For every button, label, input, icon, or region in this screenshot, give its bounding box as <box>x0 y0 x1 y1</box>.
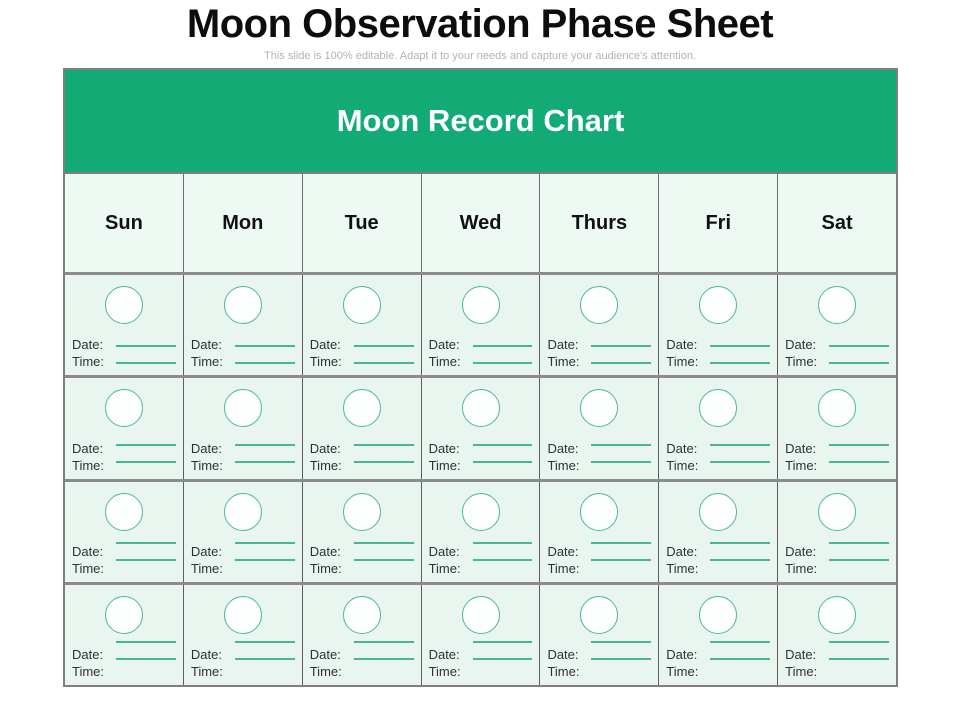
weekday-label: Sun <box>105 211 143 234</box>
moon-phase-circle <box>462 596 500 634</box>
time-row <box>547 352 653 369</box>
time-label: Time: <box>785 664 818 679</box>
date-time-block <box>72 335 178 369</box>
time-label: Time: <box>309 457 342 473</box>
date-fill-line <box>354 641 414 643</box>
date-row <box>310 335 416 352</box>
date-row <box>191 542 297 559</box>
time-fill-line <box>473 362 533 364</box>
time-label: Time: <box>72 560 105 576</box>
moon-phase-circle <box>462 286 500 324</box>
date-label: Date: <box>190 647 222 662</box>
time-label: Time: <box>428 457 461 473</box>
page-title: Moon Observation Phase Sheet <box>186 2 774 46</box>
time-row <box>547 456 653 473</box>
chart-title: Moon Record Chart <box>336 103 625 138</box>
moon-phase-circle <box>580 493 618 531</box>
observation-cell <box>659 275 778 375</box>
date-row <box>666 335 772 352</box>
date-row <box>547 335 653 352</box>
time-row <box>310 662 416 679</box>
date-fill-line <box>591 345 651 347</box>
date-label: Date: <box>547 337 579 353</box>
date-fill-line <box>354 444 414 446</box>
time-label: Time: <box>547 354 580 370</box>
time-row <box>72 352 178 369</box>
weekday-header-tue <box>303 174 422 272</box>
time-row <box>666 352 772 369</box>
time-label: Time: <box>666 457 699 473</box>
date-fill-line <box>235 444 295 446</box>
date-label: Date: <box>666 337 698 353</box>
date-fill-line <box>829 345 889 347</box>
date-fill-line <box>235 345 295 347</box>
moon-phase-circle <box>818 493 856 531</box>
time-row <box>191 662 297 679</box>
date-row <box>547 542 653 559</box>
date-time-block <box>310 542 416 576</box>
date-fill-line <box>116 444 176 446</box>
date-time-block <box>72 645 178 679</box>
date-row <box>191 335 297 352</box>
time-label: Time: <box>428 354 461 370</box>
date-row <box>72 335 178 352</box>
moon-phase-circle <box>580 286 618 324</box>
time-label: Time: <box>72 457 105 473</box>
date-time-block <box>191 645 297 679</box>
date-time-block <box>785 439 891 473</box>
time-fill-line <box>710 658 770 660</box>
time-fill-line <box>116 559 176 561</box>
date-time-block <box>191 335 297 369</box>
time-label: Time: <box>785 457 818 473</box>
observation-cell <box>659 585 778 685</box>
time-fill-line <box>829 559 889 561</box>
date-time-block <box>191 542 297 576</box>
time-label: Time: <box>190 664 223 679</box>
date-label: Date: <box>72 440 104 456</box>
date-label: Date: <box>547 440 579 456</box>
time-fill-line <box>235 362 295 364</box>
time-row <box>429 352 535 369</box>
weekday-header-mon <box>184 174 303 272</box>
date-fill-line <box>710 542 770 544</box>
page-subtitle: This slide is 100% editable. Adapt it to your needs and capture your audience's attention. <box>264 50 696 62</box>
date-time-block <box>666 335 772 369</box>
time-row <box>429 559 535 576</box>
date-time-block <box>310 335 416 369</box>
time-row <box>785 559 891 576</box>
time-row <box>547 559 653 576</box>
weekday-label: Mon <box>222 211 264 234</box>
time-label: Time: <box>547 664 580 679</box>
date-time-block <box>310 439 416 473</box>
date-row <box>785 335 891 352</box>
time-fill-line <box>354 658 414 660</box>
moon-phase-circle <box>105 286 143 324</box>
observation-cell <box>778 482 896 582</box>
moon-record-chart-table <box>63 68 898 687</box>
observation-cell <box>303 378 422 478</box>
date-fill-line <box>591 542 651 544</box>
observation-cell <box>422 275 541 375</box>
weekday-header-fri <box>659 174 778 272</box>
moon-phase-circle <box>699 596 737 634</box>
date-fill-line <box>473 444 533 446</box>
time-label: Time: <box>72 354 105 370</box>
date-label: Date: <box>428 337 460 353</box>
moon-phase-circle <box>105 389 143 427</box>
weekday-header-wed <box>422 174 541 272</box>
observation-cell <box>540 275 659 375</box>
date-label: Date: <box>666 440 698 456</box>
date-fill-line <box>591 444 651 446</box>
observation-cell <box>184 378 303 478</box>
observation-cell <box>540 482 659 582</box>
date-row <box>191 439 297 456</box>
moon-phase-circle <box>343 286 381 324</box>
time-fill-line <box>829 658 889 660</box>
time-label: Time: <box>428 664 461 679</box>
time-fill-line <box>354 559 414 561</box>
date-row <box>72 439 178 456</box>
date-time-block <box>785 542 891 576</box>
date-time-block <box>72 542 178 576</box>
weekday-label: Thurs <box>571 211 628 234</box>
time-fill-line <box>235 658 295 660</box>
observation-cell <box>184 585 303 685</box>
date-label: Date: <box>428 647 460 662</box>
date-label: Date: <box>666 543 698 559</box>
date-label: Date: <box>547 543 579 559</box>
date-time-block <box>547 645 653 679</box>
time-row <box>666 456 772 473</box>
time-fill-line <box>591 658 651 660</box>
time-label: Time: <box>666 560 699 576</box>
time-label: Time: <box>785 560 818 576</box>
observation-cell <box>778 275 896 375</box>
moon-phase-circle <box>699 389 737 427</box>
observation-cell <box>303 275 422 375</box>
date-label: Date: <box>666 647 698 662</box>
time-fill-line <box>116 362 176 364</box>
week-row <box>65 479 896 582</box>
date-time-block <box>547 439 653 473</box>
date-row <box>72 542 178 559</box>
time-row <box>310 352 416 369</box>
weekday-header-thurs <box>540 174 659 272</box>
date-time-block <box>310 645 416 679</box>
date-row <box>785 542 891 559</box>
time-row <box>785 352 891 369</box>
observation-cell <box>422 482 541 582</box>
weeks-grid <box>65 272 896 685</box>
week-row <box>65 272 896 375</box>
moon-phase-circle <box>818 389 856 427</box>
date-label: Date: <box>190 337 222 353</box>
time-fill-line <box>710 362 770 364</box>
time-label: Time: <box>309 664 342 679</box>
date-fill-line <box>354 345 414 347</box>
date-row <box>666 439 772 456</box>
date-fill-line <box>235 641 295 643</box>
moon-phase-circle <box>343 493 381 531</box>
time-fill-line <box>710 559 770 561</box>
moon-phase-circle <box>224 286 262 324</box>
time-label: Time: <box>547 560 580 576</box>
date-fill-line <box>473 542 533 544</box>
date-time-block <box>429 645 535 679</box>
observation-cell <box>65 378 184 478</box>
weekday-label: Fri <box>705 211 731 234</box>
date-time-block <box>72 439 178 473</box>
moon-phase-circle <box>224 493 262 531</box>
date-row <box>310 439 416 456</box>
time-fill-line <box>354 362 414 364</box>
moon-phase-circle <box>462 493 500 531</box>
moon-phase-circle <box>580 596 618 634</box>
moon-phase-circle <box>105 493 143 531</box>
date-label: Date: <box>72 337 104 353</box>
moon-phase-circle <box>699 286 737 324</box>
date-row <box>429 439 535 456</box>
time-label: Time: <box>666 664 699 679</box>
observation-cell <box>659 378 778 478</box>
time-fill-line <box>473 658 533 660</box>
date-label: Date: <box>72 647 104 662</box>
date-time-block <box>785 335 891 369</box>
weekday-label: Tue <box>344 211 379 234</box>
time-label: Time: <box>190 560 223 576</box>
time-fill-line <box>829 362 889 364</box>
observation-cell <box>422 585 541 685</box>
date-label: Date: <box>72 543 104 559</box>
time-row <box>785 662 891 679</box>
date-fill-line <box>116 641 176 643</box>
moon-phase-circle <box>580 389 618 427</box>
observation-cell <box>540 585 659 685</box>
time-row <box>310 559 416 576</box>
date-fill-line <box>591 641 651 643</box>
date-fill-line <box>116 345 176 347</box>
time-fill-line <box>235 461 295 463</box>
date-time-block <box>666 542 772 576</box>
date-label: Date: <box>309 647 341 662</box>
date-label: Date: <box>785 337 817 353</box>
date-fill-line <box>116 542 176 544</box>
date-fill-line <box>235 542 295 544</box>
moon-phase-circle <box>343 596 381 634</box>
date-fill-line <box>710 641 770 643</box>
date-label: Date: <box>428 543 460 559</box>
date-label: Date: <box>309 543 341 559</box>
time-row <box>429 662 535 679</box>
date-fill-line <box>354 542 414 544</box>
time-label: Time: <box>547 457 580 473</box>
week-row <box>65 582 896 685</box>
observation-cell <box>303 482 422 582</box>
weekday-label: Sat <box>821 211 853 234</box>
date-row <box>785 439 891 456</box>
observation-cell <box>303 585 422 685</box>
time-row <box>72 456 178 473</box>
time-fill-line <box>116 461 176 463</box>
date-time-block <box>429 335 535 369</box>
time-fill-line <box>829 461 889 463</box>
time-fill-line <box>354 461 414 463</box>
time-fill-line <box>591 362 651 364</box>
observation-cell <box>65 275 184 375</box>
observation-cell <box>778 585 896 685</box>
weekday-header-sat <box>778 174 896 272</box>
date-row <box>310 542 416 559</box>
time-row <box>666 662 772 679</box>
observation-cell <box>65 585 184 685</box>
observation-cell <box>778 378 896 478</box>
time-label: Time: <box>190 354 223 370</box>
date-time-block <box>429 542 535 576</box>
date-row <box>429 542 535 559</box>
time-row <box>191 456 297 473</box>
date-row <box>547 439 653 456</box>
date-fill-line <box>473 641 533 643</box>
date-label: Date: <box>785 647 817 662</box>
date-fill-line <box>829 542 889 544</box>
observation-cell <box>540 378 659 478</box>
time-row <box>785 456 891 473</box>
time-fill-line <box>473 461 533 463</box>
date-row <box>429 335 535 352</box>
observation-cell <box>422 378 541 478</box>
time-fill-line <box>591 461 651 463</box>
time-fill-line <box>116 658 176 660</box>
chart-title-banner <box>65 70 896 172</box>
date-label: Date: <box>547 647 579 662</box>
date-label: Date: <box>190 440 222 456</box>
moon-phase-circle <box>818 286 856 324</box>
time-fill-line <box>591 559 651 561</box>
time-fill-line <box>473 559 533 561</box>
date-time-block <box>429 439 535 473</box>
weekday-header-row <box>65 172 896 272</box>
weekday-header-sun <box>65 174 184 272</box>
time-row <box>191 352 297 369</box>
date-fill-line <box>829 641 889 643</box>
moon-phase-circle <box>462 389 500 427</box>
time-label: Time: <box>785 354 818 370</box>
date-label: Date: <box>428 440 460 456</box>
date-time-block <box>547 542 653 576</box>
moon-phase-circle <box>699 493 737 531</box>
moon-phase-circle <box>224 389 262 427</box>
week-row <box>65 375 896 478</box>
date-label: Date: <box>190 543 222 559</box>
time-row <box>666 559 772 576</box>
date-time-block <box>547 335 653 369</box>
time-row <box>191 559 297 576</box>
time-label: Time: <box>309 560 342 576</box>
date-fill-line <box>829 444 889 446</box>
time-fill-line <box>710 461 770 463</box>
moon-phase-circle <box>343 389 381 427</box>
time-row <box>310 456 416 473</box>
time-label: Time: <box>666 354 699 370</box>
date-label: Date: <box>785 543 817 559</box>
time-row <box>72 559 178 576</box>
time-fill-line <box>235 559 295 561</box>
date-fill-line <box>710 345 770 347</box>
date-fill-line <box>473 345 533 347</box>
observation-cell <box>184 482 303 582</box>
date-time-block <box>191 439 297 473</box>
time-label: Time: <box>428 560 461 576</box>
weekday-label: Wed <box>459 211 502 234</box>
date-label: Date: <box>309 440 341 456</box>
date-time-block <box>666 645 772 679</box>
date-row <box>666 542 772 559</box>
moon-phase-circle <box>105 596 143 634</box>
moon-phase-circle <box>818 596 856 634</box>
date-time-block <box>666 439 772 473</box>
time-row <box>72 662 178 679</box>
time-label: Time: <box>309 354 342 370</box>
observation-cell <box>65 482 184 582</box>
time-label: Time: <box>72 664 105 679</box>
date-label: Date: <box>309 337 341 353</box>
observation-cell <box>659 482 778 582</box>
moon-phase-circle <box>224 596 262 634</box>
date-label: Date: <box>785 440 817 456</box>
observation-cell <box>184 275 303 375</box>
date-fill-line <box>710 444 770 446</box>
time-label: Time: <box>190 457 223 473</box>
time-row <box>429 456 535 473</box>
date-time-block <box>785 645 891 679</box>
time-row <box>547 662 653 679</box>
